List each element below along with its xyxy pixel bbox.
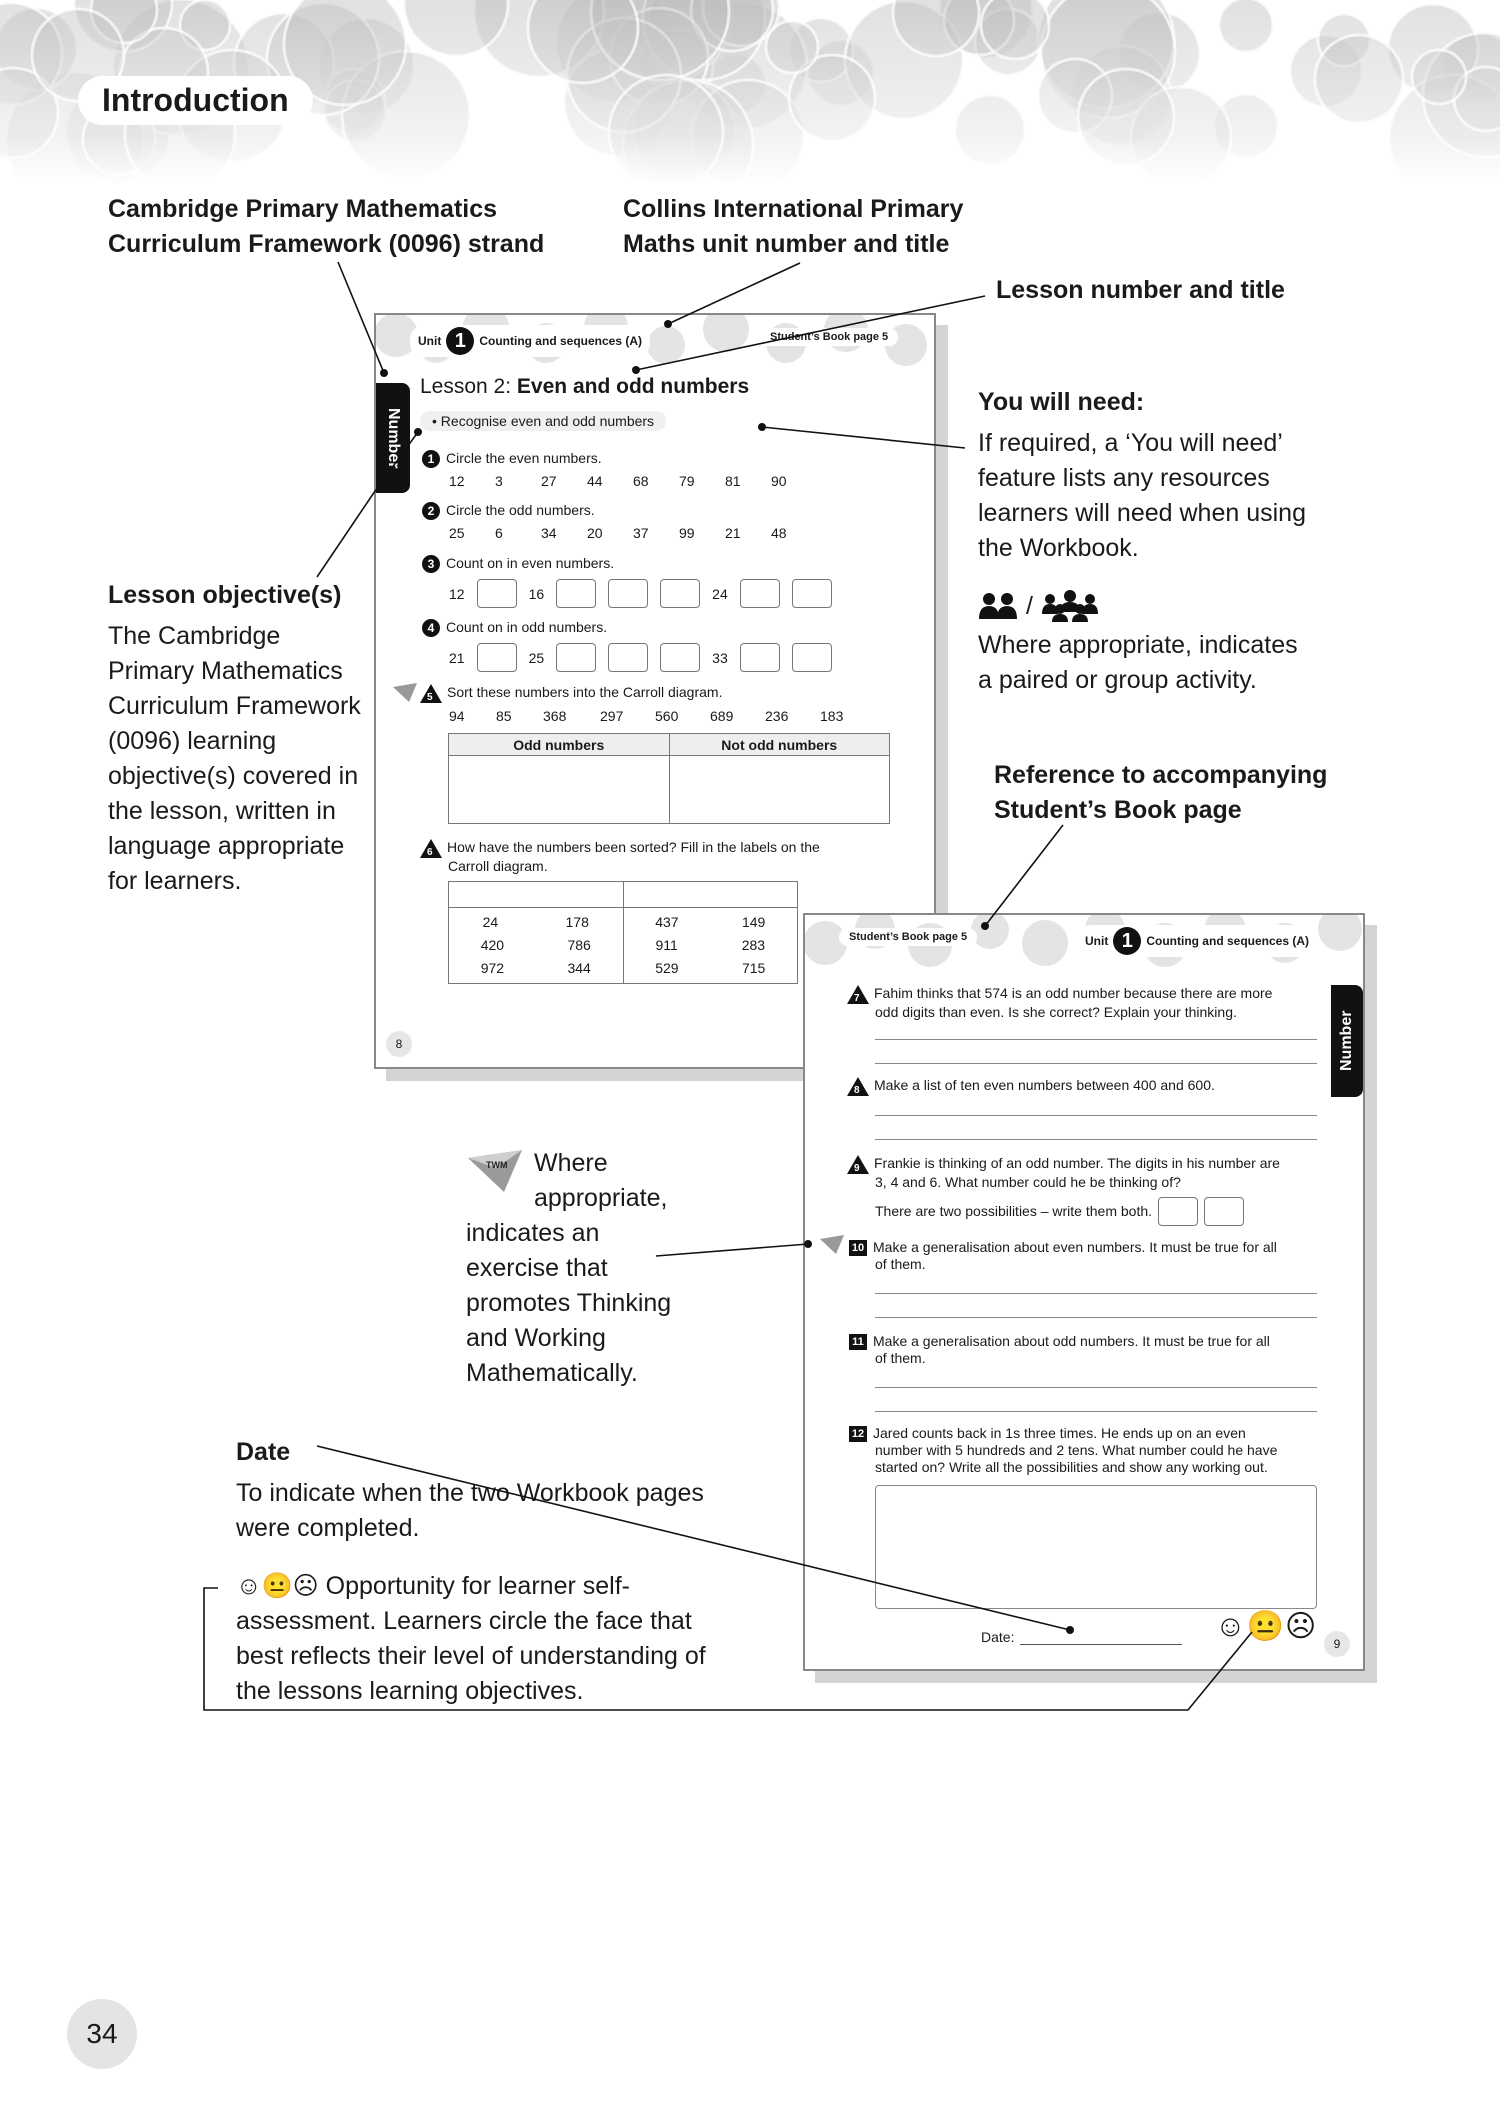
value: 81: [725, 473, 741, 489]
question-number: 6: [427, 847, 433, 858]
lesson-prefix: Lesson 2:: [420, 375, 512, 398]
date-text: [236, 1476, 756, 1546]
text-line: were completed.: [236, 1514, 420, 1542]
question-text: odd digits than even. Is she correct? Explain your thinking.: [875, 1004, 1237, 1020]
students-book-ref: Student’s Book page 5: [839, 928, 977, 946]
unit-number: 1: [1113, 927, 1141, 955]
value: 20: [587, 525, 603, 541]
text-line: a paired or group activity.: [978, 666, 1257, 694]
answer-box[interactable]: [477, 643, 517, 672]
question-number: 10: [849, 1240, 867, 1256]
carroll-diagram-2: [448, 881, 798, 984]
page-number: 34: [67, 1999, 137, 2069]
answer-line[interactable]: [875, 1139, 1317, 1140]
answer-cell[interactable]: [669, 756, 890, 824]
date-heading: Date: [236, 1438, 291, 1466]
question-12: [849, 1425, 1277, 1476]
question-3: [422, 555, 614, 573]
unit-pill: [1077, 925, 1317, 957]
question-text: Count on in even numbers.: [446, 555, 615, 571]
text-line: assessment. Learners circle the face that: [236, 1607, 692, 1635]
label-cell[interactable]: [449, 882, 624, 908]
unit-number: 1: [446, 327, 474, 355]
value: 12: [449, 585, 465, 602]
strand-tab: Number: [376, 383, 410, 493]
unit-title: Counting and sequences (A): [479, 334, 643, 348]
question-text: of them.: [875, 1350, 926, 1367]
you-will-need-callout: [978, 385, 1358, 566]
answer-box[interactable]: [1158, 1197, 1198, 1226]
text-line: and Working: [466, 1324, 606, 1352]
lesson-objective-text: [108, 619, 378, 899]
question-2: [422, 502, 595, 520]
value: 368: [543, 708, 567, 724]
strand-callout: [108, 192, 544, 262]
value: 34: [541, 525, 557, 541]
answer-line[interactable]: [875, 1039, 1317, 1040]
q1-values: [449, 473, 817, 489]
date-line[interactable]: [1020, 1644, 1182, 1645]
question-number: 4: [422, 619, 440, 637]
value: 94: [449, 708, 465, 724]
carroll-diagram-1: [448, 733, 890, 824]
text-line: (0096) learning: [108, 727, 277, 755]
question-text: started on? Write all the possibilities and show any working out.: [875, 1459, 1268, 1476]
question-number: 1: [422, 450, 440, 468]
value: 25: [449, 525, 465, 541]
unit-callout: [623, 192, 963, 262]
question-6: [420, 839, 820, 875]
question-4: [422, 619, 607, 637]
question-text: Make a generalisation about even numbers. It must be true for all: [873, 1239, 1277, 1255]
lesson-objective-callout: [108, 578, 378, 899]
text-line: learners will need when using: [978, 499, 1306, 527]
question-10: [849, 1239, 1277, 1273]
twm-icon: [819, 1233, 845, 1255]
text-line: Mathematically.: [466, 1359, 638, 1387]
strand-tab: Number: [1331, 985, 1363, 1097]
value: 85: [496, 708, 512, 724]
answer-line[interactable]: [875, 1387, 1317, 1388]
text-line: The Cambridge: [108, 622, 281, 650]
value: 68: [633, 473, 649, 489]
page-number: 8: [386, 1031, 412, 1057]
unit-pill: [410, 325, 650, 357]
reference-callout-line: Reference to accompanying: [994, 761, 1328, 789]
column-header: Odd numbers: [449, 734, 670, 756]
value: 16: [528, 585, 545, 602]
unit-label: Unit: [418, 334, 442, 348]
q3-sequence: [449, 579, 832, 608]
value: 12: [449, 473, 465, 489]
students-book-ref: Student’s Book page 5: [760, 328, 898, 346]
pair-icon: [978, 591, 1018, 621]
self-assessment-faces-icon: ☺😐☹: [236, 1572, 319, 1600]
self-assessment-callout: [236, 1569, 796, 1709]
date-field: [981, 1629, 1182, 1645]
left-cell: [449, 908, 624, 984]
q2-values: [449, 525, 817, 541]
value: 149: [741, 914, 766, 930]
answer-box[interactable]: [556, 643, 596, 672]
question-text: Make a generalisation about odd numbers. It must be true for all: [873, 1333, 1270, 1349]
twm-callout: [466, 1146, 716, 1391]
value: 6: [495, 525, 503, 541]
question-text: There are two possibilities – write them both.: [875, 1203, 1153, 1219]
question-number: 7: [854, 993, 860, 1004]
strand-callout-line: Curriculum Framework (0096) strand: [108, 230, 545, 258]
date-callout: [236, 1435, 756, 1546]
value: 44: [587, 473, 603, 489]
value: 420: [480, 937, 505, 953]
value: 297: [600, 708, 624, 724]
label-cell[interactable]: [623, 882, 798, 908]
you-will-need-heading: You will need:: [978, 388, 1145, 416]
question-text: How have the numbers been sorted? Fill in the labels on the: [447, 839, 820, 856]
value: 911: [655, 937, 678, 953]
lesson-title: [420, 375, 749, 399]
section-title: Introduction: [78, 76, 313, 125]
value: 48: [771, 525, 787, 541]
value: 33: [712, 649, 728, 666]
answer-box[interactable]: [477, 579, 517, 608]
answer-box[interactable]: [740, 643, 780, 672]
value: 236: [765, 708, 789, 724]
answer-box[interactable]: [660, 579, 700, 608]
value: 183: [820, 708, 844, 724]
text-line: promotes Thinking: [466, 1289, 672, 1317]
value: 24: [712, 585, 728, 602]
question-5: [420, 684, 722, 703]
value: 972: [480, 960, 505, 976]
unit-callout-line: Maths unit number and title: [623, 230, 950, 258]
question-text: Circle the odd numbers.: [446, 502, 595, 518]
question-number: 3: [422, 555, 440, 573]
question-11: [849, 1333, 1270, 1367]
workbook-page-9: [803, 913, 1365, 1671]
answer-line[interactable]: [875, 1293, 1317, 1294]
twm-icon-label: TWM: [486, 1160, 508, 1170]
question-number: 8: [854, 1085, 860, 1096]
date-label: Date:: [981, 1629, 1015, 1645]
question-text: Count on in odd numbers.: [446, 619, 608, 635]
unit-callout-line: Collins International Primary: [623, 195, 964, 223]
text-line: If required, a ‘You will need’: [978, 429, 1283, 457]
q5-values: [449, 708, 860, 724]
question-7: [847, 985, 1272, 1021]
answer-line[interactable]: [875, 1063, 1317, 1064]
group-text: [978, 628, 1358, 698]
answer-box[interactable]: [792, 643, 832, 672]
question-number: 9: [854, 1163, 860, 1174]
answer-line[interactable]: [875, 1411, 1317, 1412]
text-line: the lesson, written in: [108, 797, 336, 825]
lesson-objective: • Recognise even and odd numbers: [420, 411, 666, 431]
question-8: [847, 1077, 1215, 1096]
value: 560: [655, 708, 679, 724]
reference-callout: [994, 758, 1327, 828]
question-number: 12: [849, 1426, 867, 1442]
value: 27: [541, 473, 557, 489]
slash-text: /: [1026, 591, 1033, 620]
value: 283: [741, 937, 766, 953]
question-text: Make a list of ten even numbers between 400 and 600.: [874, 1077, 1215, 1094]
group-callout: [978, 588, 1358, 698]
question-text: Sort these numbers into the Carroll diagram.: [447, 684, 723, 701]
value: 786: [567, 937, 591, 953]
text-line: the Workbook.: [978, 534, 1139, 562]
text-line: indicates an: [466, 1219, 600, 1247]
text-line: exercise that: [466, 1254, 608, 1282]
you-will-need-text: [978, 426, 1358, 566]
question-number: 11: [849, 1334, 867, 1350]
text-line: To indicate when the two Workbook pages: [236, 1479, 704, 1507]
value: 79: [679, 473, 695, 489]
value: 344: [567, 960, 591, 976]
answer-cell[interactable]: [449, 756, 670, 824]
lesson-objective-heading: Lesson objective(s): [108, 581, 342, 609]
answer-line[interactable]: [875, 1115, 1317, 1116]
answer-box[interactable]: [608, 643, 648, 672]
question-number: 5: [427, 692, 433, 703]
reference-callout-line: Student’s Book page: [994, 796, 1242, 824]
value: 25: [528, 649, 545, 666]
twm-icon: [466, 1146, 526, 1196]
question-text: 3, 4 and 6. What number could he be thinking of?: [875, 1174, 1181, 1190]
question-9: [847, 1155, 1280, 1226]
question-number: 2: [422, 502, 440, 520]
text-line: Where: [534, 1149, 608, 1177]
column-header: Not odd numbers: [669, 734, 890, 756]
value: 37: [633, 525, 649, 541]
self-assessment-faces[interactable]: ☺😐☹: [1215, 1610, 1318, 1643]
answer-box[interactable]: [556, 579, 596, 608]
text-line: objective(s) covered in: [108, 762, 359, 790]
text-line: Where appropriate, indicates: [978, 631, 1298, 659]
working-box[interactable]: [875, 1485, 1317, 1609]
value: 178: [565, 914, 589, 930]
text-line: Curriculum Framework: [108, 692, 361, 720]
right-cell: [623, 908, 798, 984]
value: 689: [710, 708, 734, 724]
answer-box[interactable]: [740, 579, 780, 608]
lesson-name: Even and odd numbers: [516, 375, 750, 398]
twm-icon: [392, 681, 418, 703]
answer-box[interactable]: [1204, 1197, 1244, 1226]
q4-sequence: [449, 643, 832, 672]
strand-callout-line: Cambridge Primary Mathematics: [108, 195, 498, 223]
question-text: Circle the even numbers.: [446, 450, 602, 466]
value: 99: [679, 525, 695, 541]
text-line: feature lists any resources: [978, 464, 1270, 492]
value: 21: [725, 525, 741, 541]
answer-box[interactable]: [608, 579, 648, 608]
unit-title: Counting and sequences (A): [1146, 934, 1310, 948]
value: 24: [482, 914, 499, 930]
group-icon: [1041, 590, 1099, 622]
question-1: [422, 450, 602, 468]
question-text: Jared counts back in 1s three times. He ends up on an even: [873, 1425, 1246, 1441]
question-text: Fahim thinks that 574 is an odd number because there are more: [874, 985, 1273, 1002]
text-line: best reflects their level of understanding of: [236, 1642, 706, 1670]
text-line: appropriate,: [534, 1184, 668, 1212]
value: 3: [495, 473, 503, 489]
value: 90: [771, 473, 787, 489]
answer-box[interactable]: [792, 579, 832, 608]
unit-label: Unit: [1085, 934, 1109, 948]
text-line: for learners.: [108, 867, 242, 895]
text-line: the lessons learning objectives.: [236, 1677, 584, 1705]
question-text: number with 5 hundreds and 2 tens. What number could he have: [875, 1442, 1278, 1459]
answer-box[interactable]: [660, 643, 700, 672]
text-line: Primary Mathematics: [108, 657, 343, 685]
question-text: of them.: [875, 1256, 926, 1273]
answer-line[interactable]: [875, 1317, 1317, 1318]
text-line: Opportunity for learner self-: [325, 1572, 630, 1600]
value: 21: [449, 649, 465, 666]
lesson-title-callout: Lesson number and title: [996, 276, 1285, 304]
value: 437: [655, 914, 679, 930]
question-text: Carroll diagram.: [448, 858, 548, 874]
question-text: Frankie is thinking of an odd number. The digits in his number are: [874, 1155, 1280, 1172]
page-number: 9: [1324, 1631, 1350, 1657]
value: 529: [655, 960, 679, 976]
text-line: language appropriate: [108, 832, 345, 860]
value: 715: [741, 960, 766, 976]
objective-text: Recognise even and odd numbers: [440, 413, 655, 429]
